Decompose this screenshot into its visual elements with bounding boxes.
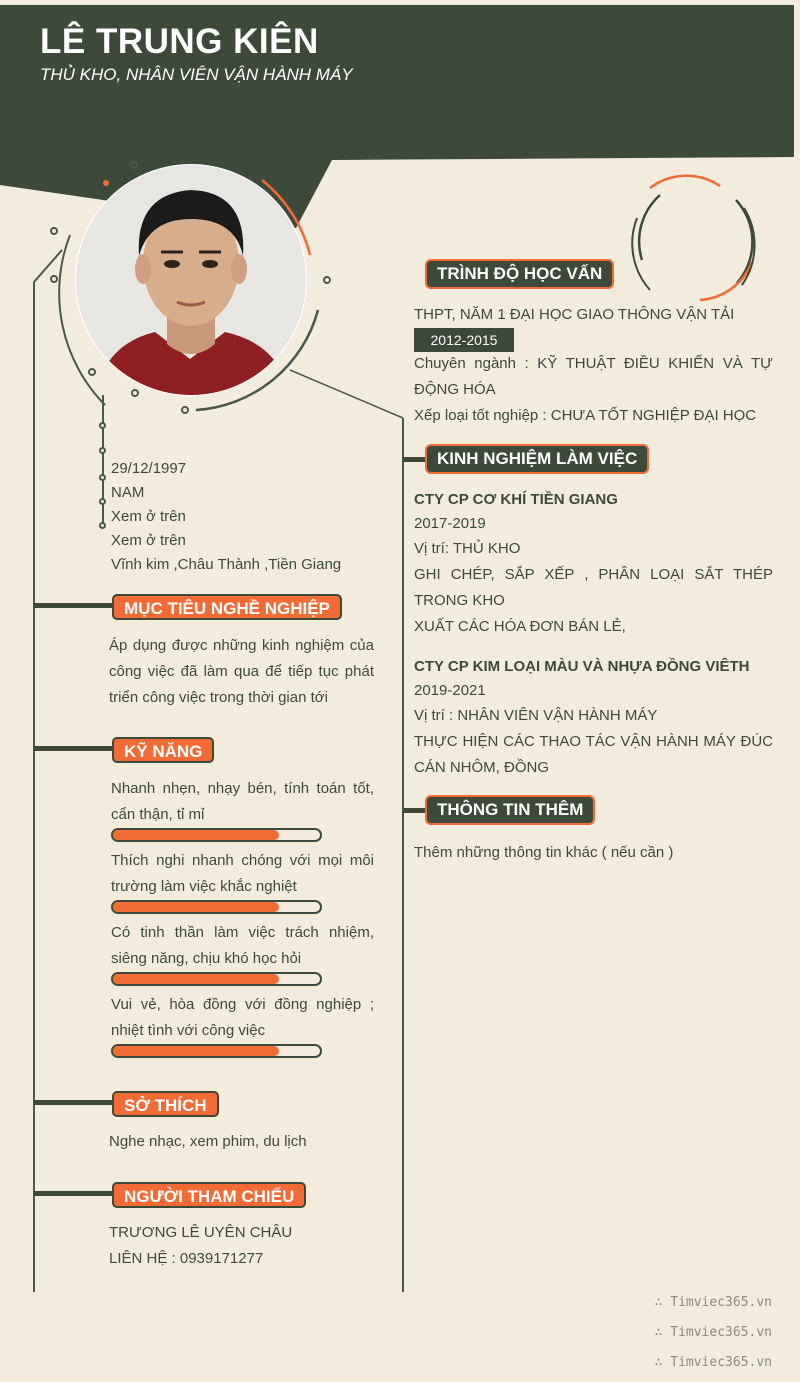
- job-period: 2019-2021: [414, 682, 486, 699]
- watermark-text: Timviec365.vn: [670, 1295, 772, 1310]
- timeline-dot: [99, 474, 106, 481]
- education-major: Chuyên ngành : KỸ THUẬT ĐIỀU KHIỂN VÀ TỰ ĐỘNG HÓA: [414, 355, 773, 398]
- timeline-dot: [99, 522, 106, 529]
- right-timeline: [402, 418, 404, 1292]
- references-heading: NGƯỜI THAM CHIẾU: [112, 1182, 306, 1208]
- candidate-role: THỦ KHO, NHÂN VIÊN VẬN HÀNH MÁY: [40, 65, 353, 84]
- avatar: [75, 164, 307, 396]
- job-position: Vị trí : NHÂN VIÊN VẬN HÀNH MÁY: [414, 707, 658, 724]
- timeline-dot: [99, 447, 106, 454]
- hobbies-text: Nghe nhạc, xem phim, du lịch: [109, 1133, 307, 1150]
- watermark: ∴ Timviec365.vn: [654, 1325, 772, 1340]
- skills-heading: KỸ NĂNG: [112, 737, 214, 763]
- section-connector: [34, 603, 114, 608]
- gender: NAM: [111, 484, 145, 501]
- skill-bar-fill: [113, 1046, 279, 1056]
- objective-text: Áp dụng được những kinh nghiệm của công việc đã làm qua để tiếp tục phát triển công việc trong thời gian tới: [109, 637, 374, 706]
- phone: Xem ở trên: [111, 508, 186, 525]
- education-school: THPT, NĂM 1 ĐẠI HỌC GIAO THÔNG VẬN TẢI: [414, 306, 735, 323]
- skill-text: Thích nghi nhanh chóng với mọi môi trường làm việc khắc nghiệt: [111, 852, 374, 895]
- skill-text: Nhanh nhẹn, nhạy bén, tính toán tốt, cẩn thận, tỉ mỉ: [111, 780, 374, 823]
- hobbies-heading: SỞ THÍCH: [112, 1091, 219, 1117]
- education-period: 2012-2015: [414, 328, 514, 352]
- watermark-text: Timviec365.vn: [670, 1355, 772, 1370]
- section-connector: [34, 746, 114, 751]
- watermark-text: Timviec365.vn: [670, 1325, 772, 1340]
- info-connector: [102, 395, 104, 527]
- job-company: CTY CP CƠ KHÍ TIỀN GIANG: [414, 491, 618, 508]
- address: Vĩnh kim ,Châu Thành ,Tiền Giang: [111, 556, 342, 573]
- timeline-dot: [99, 422, 106, 429]
- watermark: ∴ Timviec365.vn: [654, 1355, 772, 1370]
- birthday: 29/12/1997: [111, 460, 187, 477]
- job-company: CTY CP KIM LOẠI MÀU VÀ NHỰA ĐỒNG VIÊTH: [414, 658, 750, 675]
- section-connector: [34, 1100, 114, 1105]
- objective-heading: MỤC TIÊU NGHỀ NGHIỆP: [112, 594, 342, 620]
- left-timeline: [33, 282, 35, 1292]
- watermark: ∴ Timviec365.vn: [654, 1295, 772, 1310]
- skill-bar: [111, 972, 322, 986]
- job-period: 2017-2019: [414, 515, 486, 532]
- job-description: XUẤT CÁC HÓA ĐƠN BÁN LẺ,: [414, 618, 626, 635]
- extra-heading: THÔNG TIN THÊM: [425, 795, 595, 825]
- reference-contact: LIÊN HỆ : 0939171277: [109, 1250, 264, 1267]
- personal-info: [111, 457, 341, 577]
- experience-heading: KINH NGHIỆM LÀM VIỆC: [425, 444, 649, 474]
- skill-text: Vui vẻ, hòa đồng với đồng nghiệp ; nhiệt tình với công việc: [111, 996, 374, 1039]
- education-heading: TRÌNH ĐỘ HỌC VẤN: [425, 259, 614, 289]
- skill-bar-fill: [113, 830, 279, 840]
- skill-bar: [111, 1044, 322, 1058]
- skill-bar-fill: [113, 902, 279, 912]
- extra-text: Thêm những thông tin khác ( nếu cần ): [414, 844, 674, 861]
- references-text: [109, 1220, 292, 1272]
- candidate-name: LÊ TRUNG KIÊN: [40, 22, 319, 61]
- skill-bar: [111, 828, 322, 842]
- job-description: THỰC HIỆN CÁC THAO TÁC VẬN HÀNH MÁY ĐÚC CÁN NHÔM, ĐỒNG: [414, 733, 773, 776]
- skill-text: Có tinh thần làm việc trách nhiệm, siêng năng, chịu khó học hỏi: [111, 924, 374, 967]
- job-position: Vị trí: THỦ KHO: [414, 540, 521, 557]
- skill-bar-fill: [113, 974, 279, 984]
- section-connector: [34, 1191, 114, 1196]
- education-grade: Xếp loại tốt nghiệp : CHƯA TỐT NGHIỆP ĐẠI HỌC: [414, 407, 757, 424]
- email: Xem ở trên: [111, 532, 186, 549]
- timeline-dot: [99, 498, 106, 505]
- skill-bar: [111, 900, 322, 914]
- reference-name: TRƯƠNG LÊ UYÊN CHÂU: [109, 1224, 293, 1241]
- job-description: GHI CHÉP, SẮP XẾP , PHÂN LOẠI SẮT THÉP TRONG KHO: [414, 566, 773, 609]
